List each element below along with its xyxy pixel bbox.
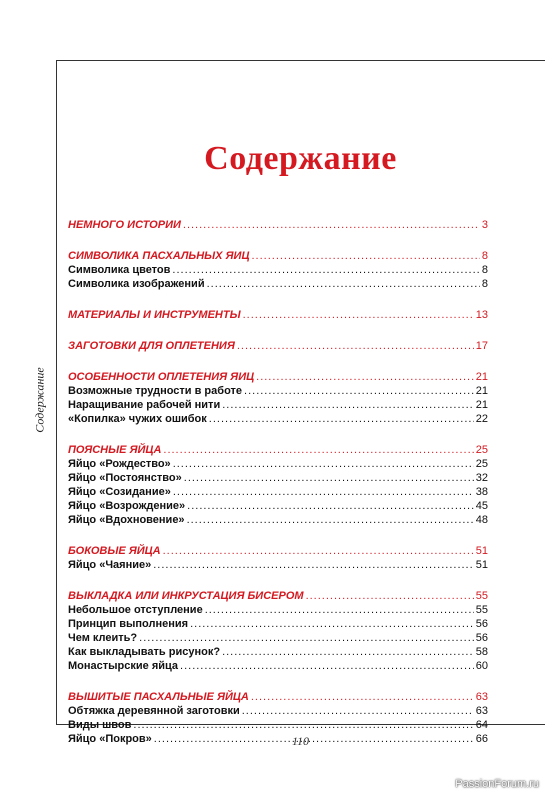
toc-section-heading[interactable] — [68, 218, 488, 232]
toc-page-number: 48 — [475, 514, 488, 526]
toc-section — [68, 544, 488, 572]
toc-page-number: 8 — [481, 250, 488, 262]
page-title: Содержание — [204, 140, 397, 177]
toc-page-number: 58 — [475, 646, 488, 658]
toc-page-number: 21 — [475, 385, 488, 397]
dot-leader — [183, 218, 480, 232]
dot-leader — [251, 690, 474, 704]
toc-entry[interactable] — [68, 513, 488, 527]
toc-label: Символика цветов — [68, 264, 171, 276]
dot-leader — [187, 499, 474, 513]
toc-label: «Копилка» чужих ошибок — [68, 413, 207, 425]
toc-section-heading[interactable] — [68, 370, 488, 384]
toc-label: Как выкладывать рисунок? — [68, 646, 221, 658]
toc-page-number: 56 — [475, 632, 488, 644]
toc-label: ЗАГОТОВКИ ДЛЯ ОПЛЕТЕНИЯ — [68, 340, 235, 352]
toc-page-number: 45 — [475, 500, 488, 512]
toc-page-number: 8 — [481, 278, 488, 290]
dot-leader — [153, 558, 474, 572]
toc-label: Яйцо «Покров» — [68, 733, 152, 745]
toc-section-heading[interactable] — [68, 544, 488, 558]
dot-leader — [173, 485, 474, 499]
toc-label: Виды швов — [68, 719, 132, 731]
toc-entry[interactable] — [68, 263, 488, 277]
toc-entry[interactable] — [68, 471, 488, 485]
toc-page-number: 63 — [475, 691, 488, 703]
dot-leader — [184, 471, 474, 485]
toc-label: Обтяжка деревянной заготовки — [68, 705, 240, 717]
toc-page-number: 21 — [475, 399, 488, 411]
toc-entry[interactable] — [68, 384, 488, 398]
toc-page-number: 66 — [475, 733, 488, 745]
toc-label: Монастырские яйца — [68, 660, 179, 672]
toc-label: ОСОБЕННОСТИ ОПЛЕТЕНИЯ ЯИЦ — [68, 371, 255, 383]
table-of-contents — [68, 218, 488, 763]
toc-label: Яйцо «Постоянство» — [68, 472, 182, 484]
dot-leader — [222, 398, 474, 412]
dot-leader — [209, 412, 474, 426]
dot-leader — [222, 645, 474, 659]
watermark: PassionForum.ru — [455, 778, 539, 790]
dot-leader — [139, 631, 474, 645]
toc-page-number: 25 — [475, 458, 488, 470]
toc-page-number: 13 — [475, 309, 488, 321]
toc-page-number: 38 — [475, 486, 488, 498]
toc-section — [68, 249, 488, 291]
toc-label: СИМВОЛИКА ПАСХАЛЬНЫХ ЯИЦ — [68, 250, 250, 262]
page-number: 110 — [291, 734, 310, 748]
dot-leader — [244, 384, 474, 398]
toc-label: Возможные трудности в работе — [68, 385, 243, 397]
toc-page-number: 63 — [475, 705, 488, 717]
dot-leader — [172, 263, 479, 277]
toc-label: Яйцо «Созидание» — [68, 486, 171, 498]
toc-section-heading[interactable] — [68, 249, 488, 263]
toc-page-number: 51 — [475, 545, 488, 557]
toc-page-number: 3 — [481, 219, 488, 231]
dot-leader — [256, 370, 474, 384]
toc-entry[interactable] — [68, 631, 488, 645]
dot-leader — [187, 513, 474, 527]
toc-label: ПОЯСНЫЕ ЯЙЦА — [68, 444, 162, 456]
toc-section — [68, 589, 488, 673]
toc-label: НЕМНОГО ИСТОРИИ — [68, 219, 181, 231]
toc-entry[interactable] — [68, 398, 488, 412]
toc-label: Яйцо «Рождество» — [68, 458, 171, 470]
dot-leader — [306, 589, 474, 603]
dot-leader — [242, 704, 474, 718]
dot-leader — [243, 308, 474, 322]
toc-section-heading[interactable] — [68, 339, 488, 353]
side-running-title: Содержание — [32, 367, 47, 433]
toc-page-number: 51 — [475, 559, 488, 571]
toc-entry[interactable] — [68, 457, 488, 471]
toc-label: Яйцо «Чаяние» — [68, 559, 152, 571]
toc-label: ВЫШИТЫЕ ПАСХАЛЬНЫЕ ЯЙЦА — [68, 691, 249, 703]
toc-page-number: 8 — [481, 264, 488, 276]
toc-label: Небольшое отступление — [68, 604, 203, 616]
toc-entry[interactable] — [68, 485, 488, 499]
toc-entry[interactable] — [68, 603, 488, 617]
toc-page-number: 17 — [475, 340, 488, 352]
toc-label: Чем клеить? — [68, 632, 138, 644]
toc-section — [68, 443, 488, 527]
dot-leader — [133, 718, 473, 732]
dot-leader — [163, 544, 474, 558]
toc-label: МАТЕРИАЛЫ И ИНСТРУМЕНТЫ — [68, 309, 241, 321]
dot-leader — [237, 339, 474, 353]
toc-section-heading[interactable] — [68, 308, 488, 322]
toc-entry[interactable] — [68, 558, 488, 572]
dot-leader — [251, 249, 479, 263]
toc-section-heading[interactable] — [68, 589, 488, 603]
toc-entry[interactable] — [68, 499, 488, 513]
toc-label: Яйцо «Вдохновение» — [68, 514, 185, 526]
dot-leader — [163, 443, 473, 457]
toc-section — [68, 370, 488, 426]
toc-label: ВЫКЛАДКА ИЛИ ИНКРУСТАЦИЯ БИСЕРОМ — [68, 590, 304, 602]
toc-page-number: 22 — [475, 413, 488, 425]
dot-leader — [173, 457, 474, 471]
toc-label: БОКОВЫЕ ЯЙЦА — [68, 545, 161, 557]
dot-leader — [180, 659, 474, 673]
toc-label: Яйцо «Возрождение» — [68, 500, 186, 512]
toc-entry[interactable] — [68, 645, 488, 659]
dot-leader — [207, 277, 480, 291]
toc-page-number: 55 — [475, 604, 488, 616]
dot-leader — [205, 603, 474, 617]
toc-section — [68, 339, 488, 353]
toc-entry[interactable] — [68, 659, 488, 673]
toc-page-number: 55 — [475, 590, 488, 602]
toc-section-heading[interactable] — [68, 690, 488, 704]
toc-entry[interactable] — [68, 277, 488, 291]
toc-entry[interactable] — [68, 617, 488, 631]
toc-entry[interactable] — [68, 718, 488, 732]
toc-label: Символика изображений — [68, 278, 205, 290]
toc-section — [68, 218, 488, 232]
toc-label: Наращивание рабочей нити — [68, 399, 221, 411]
toc-section — [68, 308, 488, 322]
dot-leader — [190, 617, 474, 631]
toc-entry[interactable] — [68, 704, 488, 718]
toc-page-number: 32 — [475, 472, 488, 484]
toc-page-number: 60 — [475, 660, 488, 672]
toc-section-heading[interactable] — [68, 443, 488, 457]
toc-page-number: 64 — [475, 719, 488, 731]
toc-page-number: 56 — [475, 618, 488, 630]
toc-label: Принцип выполнения — [68, 618, 189, 630]
toc-page-number: 25 — [475, 444, 488, 456]
toc-page-number: 21 — [475, 371, 488, 383]
toc-entry[interactable] — [68, 412, 488, 426]
